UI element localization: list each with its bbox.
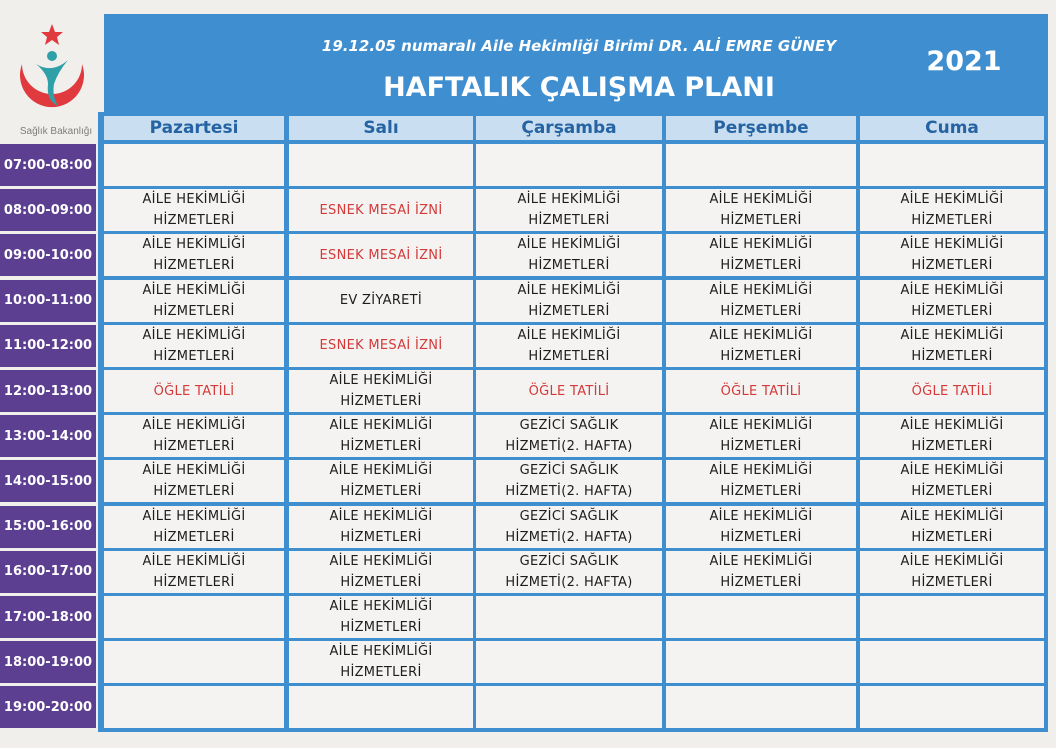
schedule-entry: ESNEK MESAİ İZNİ	[319, 202, 443, 218]
schedule-entry: AİLE HEKİMLİĞİ HİZMETLERİ	[329, 373, 433, 409]
day-header: Salı	[289, 116, 473, 140]
day-header: Perşembe	[666, 116, 856, 140]
time-slot-label: 08:00-09:00	[0, 189, 96, 231]
schedule-cell	[104, 551, 284, 593]
schedule-cell	[104, 596, 284, 638]
schedule-cell	[666, 415, 856, 457]
schedule-cell	[289, 506, 473, 548]
schedule-entry: AİLE HEKİMLİĞİ HİZMETLERİ	[517, 237, 621, 274]
schedule-cell	[104, 641, 284, 683]
schedule-cell	[666, 641, 856, 683]
schedule-cell	[289, 144, 473, 186]
schedule-cell	[476, 551, 662, 593]
schedule-cell	[666, 686, 856, 728]
unit-subtitle: 19.12.05 numaralı Aile Hekimliği Birimi DR. ALİ EMRE GÜNEY	[321, 37, 837, 55]
schedule-entry: AİLE HEKİMLİĞİ HİZMETLERİ	[142, 282, 246, 319]
schedule-entry: AİLE HEKİMLİĞİ HİZMETLERİ	[900, 463, 1004, 500]
schedule-cell	[476, 415, 662, 457]
schedule-cell	[860, 686, 1044, 728]
time-slot-label: 13:00-14:00	[0, 415, 96, 457]
schedule-entry: AİLE HEKİMLİĞİ HİZMETLERİ	[709, 463, 813, 500]
schedule-cell	[476, 189, 662, 231]
schedule-cell	[860, 641, 1044, 683]
schedule-cell	[860, 370, 1044, 412]
schedule-entry: AİLE HEKİMLİĞİ HİZMETLERİ	[517, 192, 621, 229]
schedule-cell	[476, 325, 662, 367]
schedule-cell	[476, 506, 662, 548]
day-header: Çarşamba	[476, 116, 662, 140]
schedule-entry: AİLE HEKİMLİĞİ HİZMETLERİ	[900, 553, 1004, 590]
schedule-entry: AİLE HEKİMLİĞİ HİZMETLERİ	[517, 282, 621, 319]
schedule-cell	[289, 551, 473, 593]
schedule-entry: AİLE HEKİMLİĞİ HİZMETLERİ	[329, 599, 433, 635]
schedule-entry: GEZİCİ SAĞLIK HİZMETİ(2. HAFTA)	[505, 418, 633, 455]
schedule-cell	[666, 506, 856, 548]
schedule-cell	[860, 460, 1044, 502]
schedule-entry: AİLE HEKİMLİĞİ HİZMETLERİ	[517, 327, 621, 364]
schedule-cell	[860, 189, 1044, 231]
ministry-logo	[8, 22, 96, 144]
schedule-cell	[860, 596, 1044, 638]
time-slot-label: 07:00-08:00	[0, 144, 96, 186]
schedule-cell	[104, 415, 284, 457]
schedule-entry: AİLE HEKİMLİĞİ HİZMETLERİ	[142, 192, 246, 229]
schedule-entry: AİLE HEKİMLİĞİ HİZMETLERİ	[329, 463, 433, 500]
schedule-cell	[104, 460, 284, 502]
schedule-cell	[289, 596, 473, 638]
schedule-entry: AİLE HEKİMLİĞİ HİZMETLERİ	[900, 418, 1004, 455]
schedule-cell	[476, 596, 662, 638]
schedule-cell	[860, 234, 1044, 276]
schedule-entry: GEZİCİ SAĞLIK HİZMETİ(2. HAFTA)	[505, 553, 633, 590]
schedule-cell	[666, 189, 856, 231]
schedule-cell	[860, 280, 1044, 322]
schedule-entry: AİLE HEKİMLİĞİ HİZMETLERİ	[329, 553, 433, 590]
schedule-entry: AİLE HEKİMLİĞİ HİZMETLERİ	[709, 418, 813, 455]
schedule-entry: AİLE HEKİMLİĞİ HİZMETLERİ	[142, 508, 246, 545]
schedule-cell	[666, 280, 856, 322]
time-slot-label: 10:00-11:00	[0, 280, 96, 322]
schedule-cell	[104, 189, 284, 231]
schedule-cell	[666, 460, 856, 502]
schedule-cell	[104, 686, 284, 728]
schedule-entry: AİLE HEKİMLİĞİ HİZMETLERİ	[900, 508, 1004, 545]
schedule-cell	[666, 325, 856, 367]
schedule-entry: AİLE HEKİMLİĞİ HİZMETLERİ	[709, 553, 813, 590]
schedule-cell	[289, 280, 473, 322]
schedule-cell	[104, 370, 284, 412]
time-slot-label: 16:00-17:00	[0, 551, 96, 593]
crescent-star-icon	[14, 22, 90, 122]
schedule-cell	[104, 325, 284, 367]
schedule-entry: ÖĞLE TATİLİ	[720, 383, 802, 399]
schedule-entry: AİLE HEKİMLİĞİ HİZMETLERİ	[709, 327, 813, 364]
schedule-entry: AİLE HEKİMLİĞİ HİZMETLERİ	[709, 282, 813, 319]
schedule-cell	[860, 551, 1044, 593]
schedule-cell	[476, 641, 662, 683]
schedule-cell	[476, 686, 662, 728]
schedule-entry: GEZİCİ SAĞLIK HİZMETİ(2. HAFTA)	[505, 463, 633, 500]
schedule-cell	[860, 325, 1044, 367]
day-header: Cuma	[860, 116, 1044, 140]
schedule-entry: AİLE HEKİMLİĞİ HİZMETLERİ	[709, 237, 813, 274]
time-slot-label: 12:00-13:00	[0, 370, 96, 412]
schedule-cell	[289, 234, 473, 276]
schedule-entry: AİLE HEKİMLİĞİ HİZMETLERİ	[142, 327, 246, 364]
schedule-entry: AİLE HEKİMLİĞİ HİZMETLERİ	[142, 418, 246, 455]
header-banner	[104, 14, 1048, 116]
schedule-cell	[476, 370, 662, 412]
schedule-entry: AİLE HEKİMLİĞİ HİZMETLERİ	[709, 508, 813, 545]
schedule-cell	[104, 144, 284, 186]
schedule-cell	[289, 370, 473, 412]
schedule-cell	[289, 460, 473, 502]
schedule-cell	[860, 415, 1044, 457]
schedule-cell	[289, 189, 473, 231]
schedule-entry: ESNEK MESAİ İZNİ	[319, 247, 443, 263]
schedule-entry: AİLE HEKİMLİĞİ HİZMETLERİ	[900, 282, 1004, 319]
time-slot-label: 09:00-10:00	[0, 234, 96, 276]
schedule-entry: AİLE HEKİMLİĞİ HİZMETLERİ	[900, 237, 1004, 274]
schedule-cell	[476, 144, 662, 186]
schedule-entry: GEZİCİ SAĞLIK HİZMETİ(2. HAFTA)	[505, 508, 633, 545]
schedule-entry: ÖĞLE TATİLİ	[153, 383, 235, 399]
schedule-entry: AİLE HEKİMLİĞİ HİZMETLERİ	[329, 508, 433, 545]
schedule-cell	[289, 686, 473, 728]
time-slot-label: 15:00-16:00	[0, 506, 96, 548]
time-slot-label: 14:00-15:00	[0, 460, 96, 502]
schedule-entry: ESNEK MESAİ İZNİ	[319, 338, 443, 354]
day-header: Pazartesi	[104, 116, 284, 140]
schedule-entry: EV ZİYARETİ	[339, 293, 423, 309]
schedule-cell	[666, 370, 856, 412]
schedule-cell	[104, 506, 284, 548]
schedule-entry: AİLE HEKİMLİĞİ HİZMETLERİ	[900, 192, 1004, 229]
schedule-cell	[289, 325, 473, 367]
schedule-entry: AİLE HEKİMLİĞİ HİZMETLERİ	[329, 418, 433, 455]
time-slot-label: 17:00-18:00	[0, 596, 96, 638]
schedule-cell	[104, 234, 284, 276]
schedule-cell	[666, 596, 856, 638]
schedule-cell	[104, 280, 284, 322]
schedule-entry: AİLE HEKİMLİĞİ HİZMETLERİ	[142, 237, 246, 274]
time-slot-label: 18:00-19:00	[0, 641, 96, 683]
time-slot-label: 11:00-12:00	[0, 325, 96, 367]
schedule-cell	[476, 460, 662, 502]
page-title: HAFTALIK ÇALIŞMA PLANI	[383, 72, 775, 103]
schedule-cell	[289, 415, 473, 457]
schedule-entry: AİLE HEKİMLİĞİ HİZMETLERİ	[142, 463, 246, 500]
schedule-entry: AİLE HEKİMLİĞİ HİZMETLERİ	[709, 192, 813, 229]
schedule-cell	[666, 234, 856, 276]
schedule-cell	[476, 234, 662, 276]
schedule-entry: AİLE HEKİMLİĞİ HİZMETLERİ	[142, 553, 246, 590]
schedule-cell	[860, 506, 1044, 548]
schedule-entry: AİLE HEKİMLİĞİ HİZMETLERİ	[900, 327, 1004, 364]
schedule-entry: AİLE HEKİMLİĞİ HİZMETLERİ	[329, 644, 433, 681]
schedule-cell	[289, 641, 473, 683]
year-label: 2021	[926, 46, 1002, 77]
schedule-cell	[476, 280, 662, 322]
schedule-cell	[666, 551, 856, 593]
logo-caption: Sağlık Bakanlığı	[19, 126, 93, 137]
time-slot-label: 19:00-20:00	[0, 686, 96, 728]
schedule-entry: ÖĞLE TATİLİ	[528, 383, 610, 399]
schedule-entry: ÖĞLE TATİLİ	[911, 383, 993, 399]
schedule-cell	[860, 144, 1044, 186]
schedule-cell	[666, 144, 856, 186]
